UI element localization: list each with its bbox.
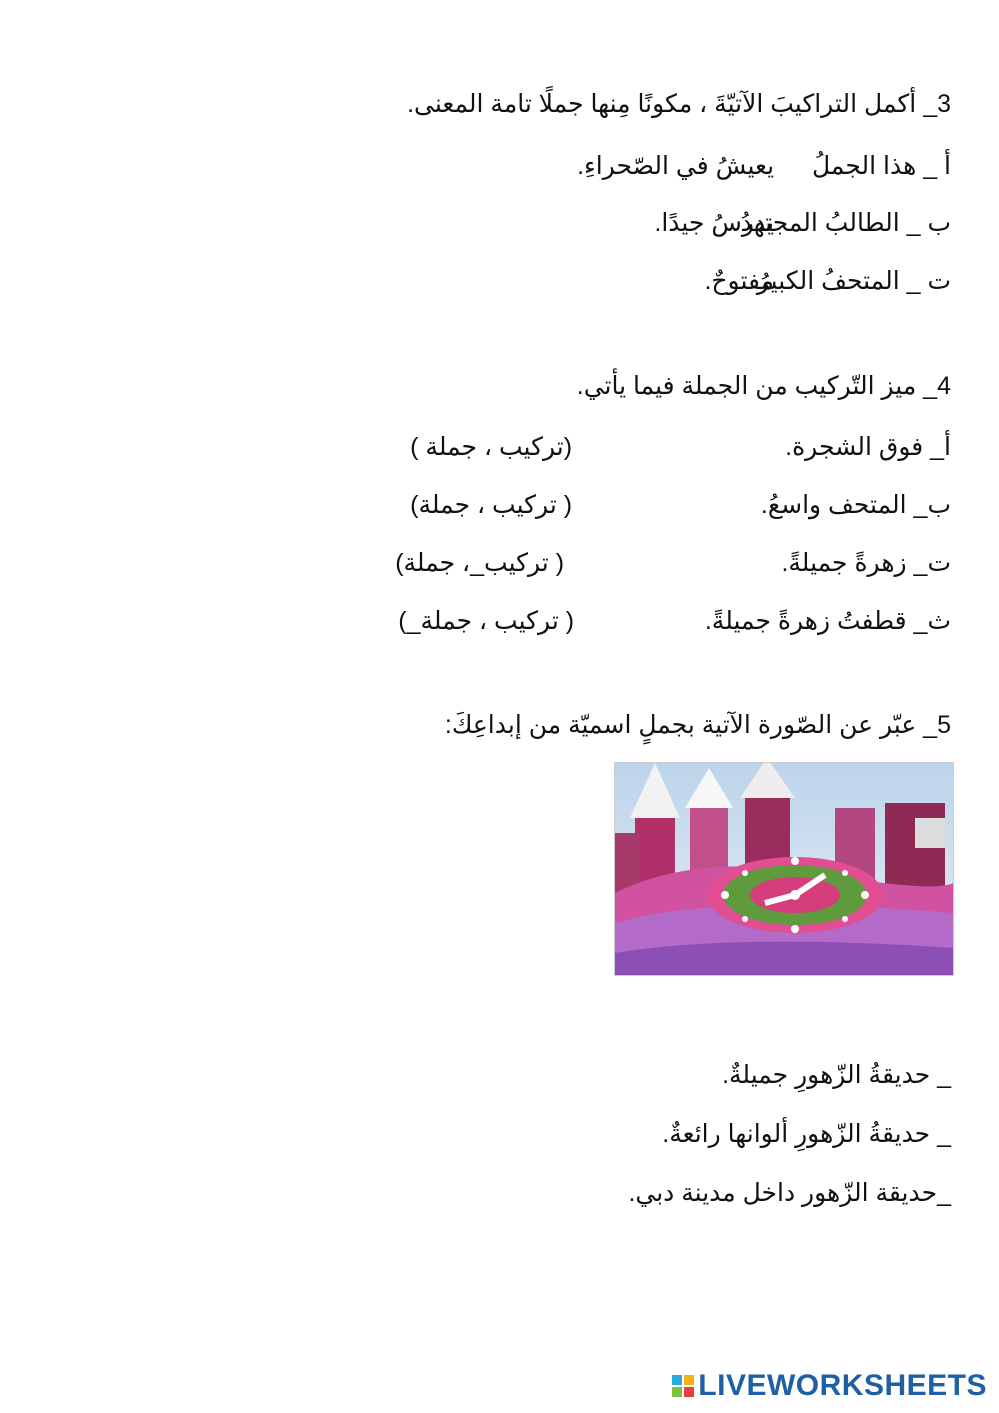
q3-item-b-right: يدرسُ جيدًا. [654,209,775,237]
q4-title: 4_ ميز التّركيب من الجملة فيما يأتي. [576,372,951,400]
q3-title: 3_ أكمل التراكيبَ الآتيّةَ ، مكونًا مِنها جملًا تامة المعنى. [407,90,951,118]
q3-item-c-left: ت _ المتحفُ الكبيرُ [756,267,951,295]
q3-item-b-left: ب _ الطالبُ المجتهدُ [740,209,951,237]
q4-item-d-text: ث_ قطفتُ زهرةً جميلةً. [704,607,951,635]
q4-item-b [410,489,951,521]
q3-item-a-right: يعيشُ في الصّحراءِ. [577,152,775,180]
q4-item-a [410,431,951,463]
q3-item-b [654,207,951,239]
q4-item-a-choice[interactable]: (تركيب ، جملة ) [410,433,573,461]
q5-title: 5_ عبّر عن الصّورة الآتية بجملٍ اسميّة من إبداعِكَ: [444,711,951,739]
q4-item-b-text: ب_ المتحف واسعُ. [760,491,951,519]
q4-item-b-choice[interactable]: ( تركيب ، جملة) [410,491,573,519]
q3-item-a [577,150,951,182]
brand-name: LIVEWORKSHEETS [698,1369,987,1402]
q3-item-a-left: أ _ هذا الجملُ [811,152,951,180]
q4-item-c [395,547,951,579]
q5-answer-3[interactable]: _حديقة الزّهور داخل مدينة دبي. [628,1179,951,1207]
q3-item-c-right: مفتوحٌ. [704,267,775,295]
q4-item-c-text: ت_ زهرةً جميلةً. [781,549,951,577]
q4-item-c-choice[interactable]: ( تركيب_، جملة) [395,549,565,577]
flower-garden-photo [614,762,954,976]
q4-item-d-choice[interactable]: ( تركيب ، جملة_) [398,607,575,635]
q5-answer-1[interactable]: _ حديقةُ الزّهورِ جميلةٌ. [722,1061,951,1089]
liveworksheets-logo [672,1369,987,1403]
liveworksheets-grid-icon [672,1375,694,1397]
q5-answer-2[interactable]: _ حديقةُ الزّهورِ ألوانها رائعةٌ. [662,1120,951,1148]
q4-item-a-text: أ_ فوق الشجرة. [785,433,951,461]
q4-item-d [398,605,951,637]
q3-item-c [704,265,951,297]
